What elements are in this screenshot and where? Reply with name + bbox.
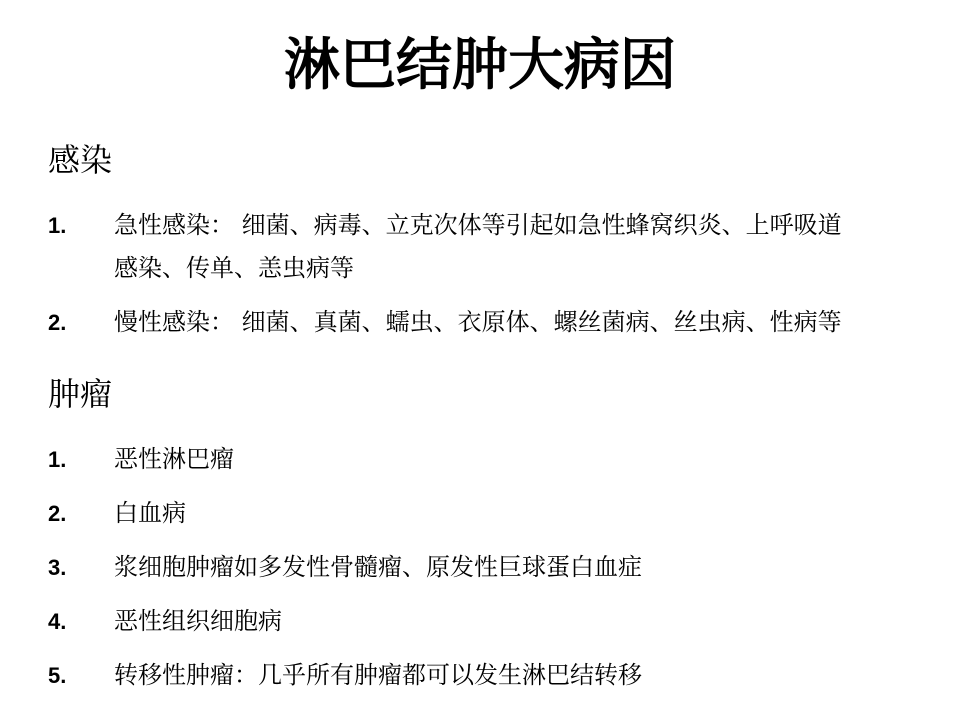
list-item-text: [114, 301, 938, 344]
list-item: [48, 654, 938, 697]
list-item-text: 浆细胞肿瘤如多发性骨髓瘤、原发性巨球蛋白血症: [114, 553, 642, 581]
slide-title: 淋巴结肿大病因: [284, 33, 676, 98]
list-item: [48, 546, 938, 589]
list-item-number: 2.: [48, 310, 67, 335]
list-item-text: [114, 204, 938, 290]
section-heading-infection: 感染: [48, 141, 113, 179]
list-item: [48, 492, 938, 535]
list-item-number: 1.: [48, 447, 67, 472]
infection-list: [48, 204, 938, 355]
list-item: [48, 600, 938, 643]
list-item: [48, 438, 938, 481]
list-item-line: 感染、传单、恙虫病等: [114, 254, 354, 282]
list-item-text: 恶性组织细胞病: [114, 607, 282, 635]
list-item-line: 慢性感染： 细菌、真菌、蠕虫、衣原体、螺丝菌病、丝虫病、性病等: [114, 308, 842, 336]
list-item-text: 恶性淋巴瘤: [114, 445, 234, 473]
list-item-number: 5.: [48, 663, 67, 688]
tumor-list: [48, 438, 938, 708]
list-item-text: 转移性肿瘤：几乎所有肿瘤都可以发生淋巴结转移: [114, 661, 642, 689]
list-item-number: 4.: [48, 609, 67, 634]
list-item: [48, 301, 938, 344]
list-item-text: 白血病: [114, 499, 186, 527]
list-item-number: 2.: [48, 501, 67, 526]
section-heading-tumor: 肿瘤: [48, 375, 113, 413]
list-item: [48, 204, 938, 290]
list-item-number: 1.: [48, 213, 67, 238]
list-item-number: 3.: [48, 555, 67, 580]
list-item-line: 急性感染： 细菌、病毒、立克次体等引起如急性蜂窝织炎、上呼吸道: [114, 211, 842, 239]
